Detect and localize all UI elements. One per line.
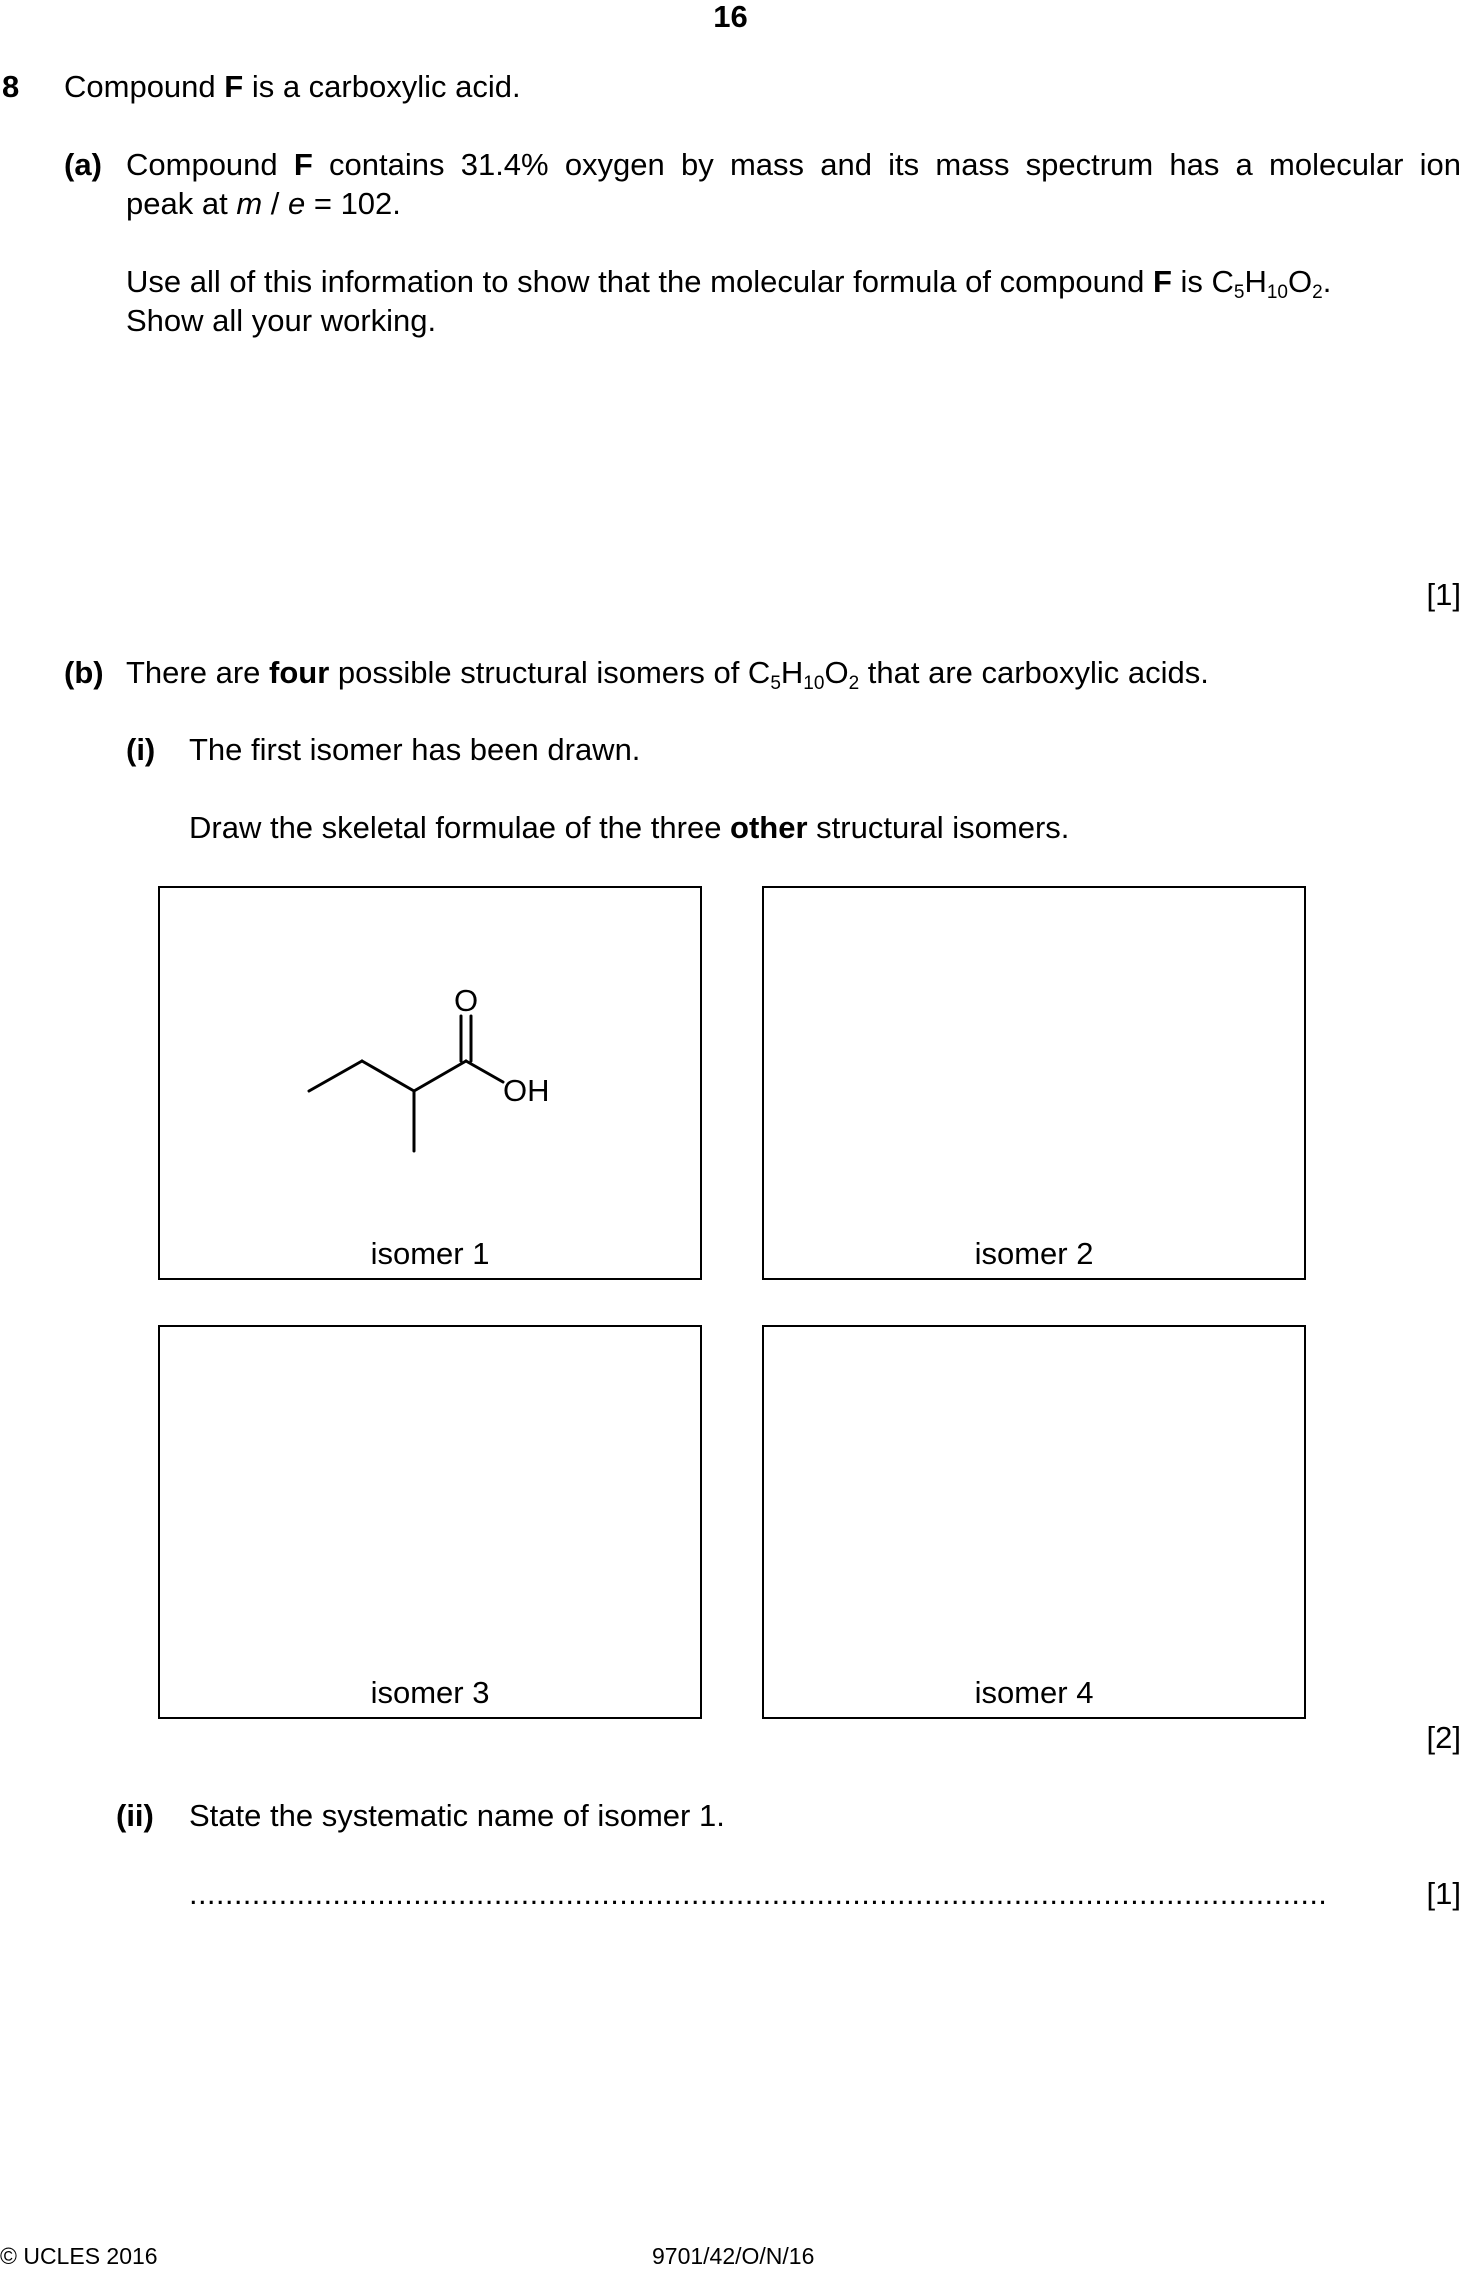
stem-bold: F bbox=[224, 69, 244, 104]
stem-prefix: Compound bbox=[64, 69, 225, 104]
part-a-line2 bbox=[126, 185, 401, 224]
part-b-ii-marks: [1] bbox=[1426, 1876, 1461, 1911]
part-a-instruction-prefix: Use all of this information to show that the molecular formula of compound bbox=[126, 264, 1153, 299]
part-a-sub-2: 2 bbox=[1312, 282, 1323, 303]
question-stem bbox=[64, 68, 521, 107]
part-b-i-marks: [2] bbox=[1426, 1720, 1461, 1755]
part-a-line2-suffix: = 102. bbox=[305, 186, 401, 221]
footer-code: 9701/42/O/N/16 bbox=[652, 2243, 815, 2269]
page-number: 16 bbox=[713, 0, 748, 34]
part-b-formula-h: H bbox=[780, 655, 804, 690]
part-a-e: e bbox=[287, 186, 306, 221]
part-b-formula-o: O bbox=[824, 655, 849, 690]
part-b-i-line2-suffix: structural isomers. bbox=[807, 810, 1070, 845]
part-a-sub-10: 10 bbox=[1266, 282, 1288, 303]
part-a-instruction-line2: Show all your working. bbox=[126, 303, 437, 338]
part-a-sub-5: 5 bbox=[1233, 282, 1245, 303]
part-a-formula-c: is C bbox=[1171, 264, 1234, 299]
part-a-line2-prefix: peak at bbox=[126, 186, 237, 221]
bond-c-oh bbox=[466, 1061, 503, 1082]
part-b-i-label: (i) bbox=[126, 732, 156, 767]
part-b-text-suffix: that are carboxylic acids. bbox=[859, 655, 1209, 690]
part-a-label: (a) bbox=[64, 147, 102, 182]
part-a-marks: [1] bbox=[1426, 577, 1461, 612]
bond-ch2-ch bbox=[362, 1061, 414, 1091]
part-b-sub-2: 2 bbox=[848, 673, 860, 694]
atom-oh: OH bbox=[503, 1073, 550, 1108]
isomer-1-box bbox=[158, 886, 702, 1280]
part-a-line1-suffix: contains 31.4% oxygen by mass and its mass spectrum has a molecular ion bbox=[312, 147, 1461, 182]
part-b-label: (b) bbox=[64, 655, 104, 690]
part-a-instruction-bold: F bbox=[1152, 264, 1172, 299]
isomer-3-box[interactable] bbox=[158, 1325, 702, 1719]
footer-copyright: © UCLES 2016 bbox=[0, 2243, 158, 2269]
answer-line[interactable]: ............................................................................................................................... bbox=[189, 1876, 1328, 1911]
part-b-i-line1: The first isomer has been drawn. bbox=[189, 732, 641, 767]
part-a-line1-prefix: Compound bbox=[126, 147, 294, 182]
part-b-i-line2 bbox=[189, 809, 1069, 848]
isomer-1-structure bbox=[158, 886, 702, 1280]
part-b-text-bold: four bbox=[269, 655, 330, 690]
part-b-i-line2-prefix: Draw the skeletal formulae of the three bbox=[189, 810, 731, 845]
isomer-3-caption: isomer 3 bbox=[370, 1675, 490, 1711]
part-a-formula-end: . bbox=[1322, 264, 1332, 299]
part-b-i-line2-bold: other bbox=[730, 810, 808, 845]
atom-o: O bbox=[453, 983, 479, 1018]
part-b-ii-label: (ii) bbox=[116, 1798, 154, 1833]
part-a-line1 bbox=[126, 146, 1461, 185]
part-b-ii-text: State the systematic name of isomer 1. bbox=[189, 1798, 725, 1833]
isomer-2-box[interactable] bbox=[762, 886, 1306, 1280]
bond-ch-cooh bbox=[414, 1061, 466, 1091]
part-a-formula-h: H bbox=[1244, 264, 1267, 299]
part-b-sub-5: 5 bbox=[770, 673, 781, 694]
isomer-1-caption: isomer 1 bbox=[370, 1236, 490, 1272]
isomer-4-caption: isomer 4 bbox=[974, 1675, 1094, 1711]
part-b-text bbox=[126, 654, 1209, 693]
stem-suffix: is a carboxylic acid. bbox=[243, 69, 521, 104]
isomer-4-box[interactable] bbox=[762, 1325, 1306, 1719]
isomer-2-caption: isomer 2 bbox=[974, 1236, 1094, 1272]
part-b-text-prefix: There are bbox=[126, 655, 270, 690]
part-a-formula-o: O bbox=[1288, 264, 1313, 299]
question-number: 8 bbox=[2, 69, 20, 104]
bond-ethyl bbox=[309, 1061, 362, 1091]
part-a-instruction bbox=[126, 263, 1331, 302]
part-b-sub-10: 10 bbox=[803, 673, 825, 694]
part-b-text-mid: possible structural isomers of C bbox=[329, 655, 771, 690]
part-a-m: m bbox=[236, 186, 263, 221]
part-a-slash: / bbox=[262, 186, 288, 221]
part-a-line1-bold: F bbox=[293, 147, 313, 182]
